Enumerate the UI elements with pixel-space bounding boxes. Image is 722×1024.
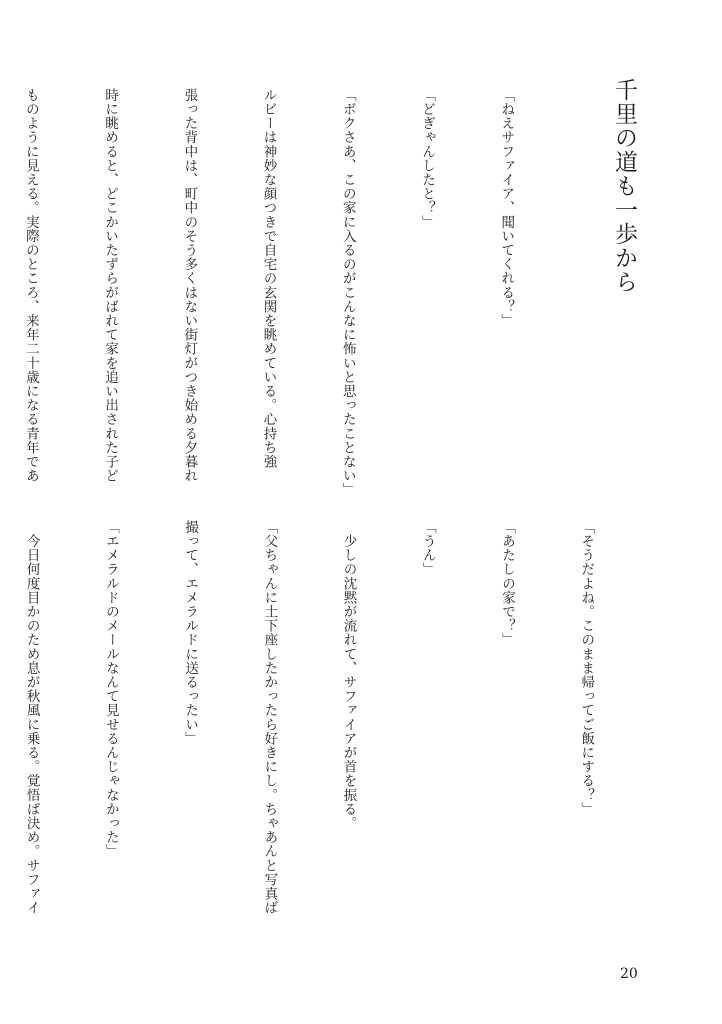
text-line: 「あたしの家で？」 bbox=[498, 520, 515, 647]
text-line: 「どぎゃんしたと？」 bbox=[418, 88, 435, 229]
text-line: ルビーは神妙な顔つきで自宅の玄関を眺めている。心持ち強 bbox=[260, 88, 277, 469]
text-line: 「ねえサファイア、聞いてくれる？」 bbox=[498, 88, 515, 328]
text-line: 今日何度目かのため息が秋風に乗る。覚悟ば決め。サファイ bbox=[23, 520, 40, 915]
text-block-bottom bbox=[23, 520, 652, 960]
text-line: 「エメラルドのメールなんて見せるんじゃなかった」 bbox=[102, 520, 119, 859]
text-line: 張った背中は、町中のそう多くはない街灯がつき始める夕暮れ bbox=[181, 88, 198, 483]
text-line: 時に眺めると、どこかいたずらがばれて家を追い出された子ど bbox=[102, 88, 119, 483]
text-line: 撮って、エメラルドに送るったい」 bbox=[182, 520, 199, 746]
chapter-title: 千里の道も一歩から bbox=[611, 78, 637, 294]
text-block-top bbox=[22, 88, 572, 508]
text-line: 「うん」 bbox=[419, 520, 436, 577]
page-number: 20 bbox=[620, 966, 638, 982]
text-line: 「そうだよね。このまま帰ってご飯にする？」 bbox=[578, 520, 595, 817]
text-line: ものように見える。実際のところ、来年二十歳になる青年であ bbox=[22, 88, 39, 483]
text-line: 「ボクさあ、この家に入るのがこんなに怖いと思ったことない」 bbox=[339, 88, 356, 497]
text-line: 少しの沈黙が流れて、サファイアが首を振る。 bbox=[340, 520, 357, 831]
text-line: 「父ちゃんに土下座したかったら好きにし。ちゃあんと写真ば bbox=[261, 520, 278, 915]
